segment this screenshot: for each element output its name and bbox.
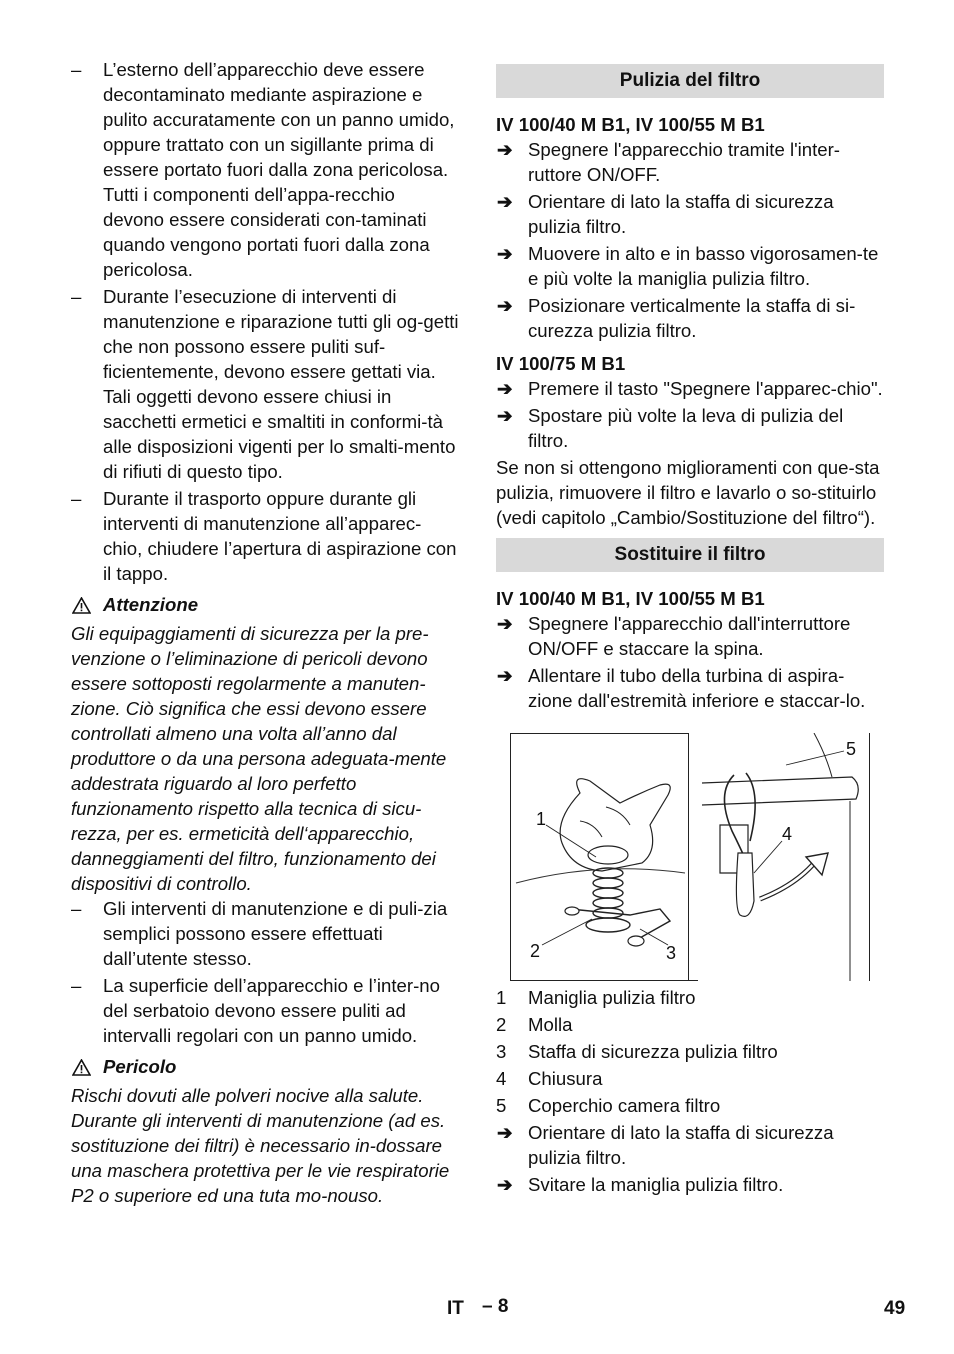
arrow-icon: ➔	[497, 243, 513, 264]
legend-item	[496, 985, 884, 1010]
model-subheading: IV 100/75 M B1	[496, 353, 626, 374]
step-text: Svitare la maniglia pulizia filtro.	[528, 1174, 784, 1195]
legend-text: Staffa di sicurezza pulizia filtro	[528, 1041, 778, 1062]
warning-triangle-icon	[72, 1057, 91, 1082]
dash-marker: –	[71, 898, 82, 919]
dash-item	[71, 486, 459, 586]
callout-5: 5	[846, 739, 857, 759]
legend-text: Coperchio camera filtro	[528, 1095, 721, 1116]
step-item	[496, 1120, 884, 1170]
model-subheading: IV 100/40 M B1, IV 100/55 M B1	[496, 114, 765, 135]
arrow-icon: ➔	[497, 139, 513, 160]
step-item	[496, 1172, 884, 1197]
attention-text: Gli equipaggiamenti di sicurezza per la pre-venzione o l’eliminazione di pericoli devono essere sottoposti regolarmente a manuten-zione. Ciò significa che essi devono essere controllati almeno una volta all’anno dal produttore o da una persona adeguata-mente addestrata riguardo al loro perfetto funzionamento rispetto alla tecnica di sicu-rezza, per es. ermeticità dell‘apparecchio, danneggiamenti del filtro, funzionamento dei dispositivi di controllo.	[71, 623, 447, 894]
step-text: Spostare più volte la leva di pulizia del filtro.	[528, 405, 844, 451]
section-heading-filter-cleaning: Pulizia del filtro	[496, 64, 884, 98]
dash-item-text: Durante il trasporto oppure durante gli interventi di manutenzione all’apparec-chio, chiudere l’apertura di aspirazione con il tappo.	[103, 488, 457, 584]
dash-item	[71, 57, 459, 282]
dash-item	[71, 896, 459, 971]
step-text: Posizionare verticalmente la staffa di si-curezza pulizia filtro.	[528, 295, 856, 341]
dash-marker: –	[71, 488, 82, 509]
section-heading-filter-replace: Sostituire il filtro	[496, 538, 884, 572]
dash-item	[71, 284, 459, 484]
arrow-icon: ➔	[497, 665, 513, 686]
warning-triangle-icon	[72, 595, 91, 620]
legend-number: 4	[496, 1068, 507, 1089]
step-item	[496, 663, 884, 713]
dash-item-text: Gli interventi di manutenzione e di puli-zia semplici possono essere effettuati dall’utente stesso.	[103, 898, 448, 969]
legend-item	[496, 1012, 884, 1037]
arrow-icon: ➔	[497, 1174, 513, 1195]
step-text: Orientare di lato la staffa di sicurezza pulizia filtro.	[528, 191, 834, 237]
legend-text: Molla	[528, 1014, 573, 1035]
attention-title: Attenzione	[103, 594, 199, 615]
attention-heading	[71, 592, 459, 617]
left-column	[71, 57, 459, 1208]
dash-item-text: La superficie dell’apparecchio e l’inter-no del serbatoio devono essere puliti ad intervalli regolari con un panno umido.	[103, 975, 440, 1046]
arrow-icon: ➔	[497, 378, 513, 399]
legend-number: 1	[496, 987, 507, 1008]
arrow-icon: ➔	[497, 295, 513, 316]
step-item	[496, 241, 884, 291]
step-text: Spegnere l'apparecchio dall'interruttore ON/OFF e staccare la spina.	[528, 613, 851, 659]
dash-marker: –	[71, 975, 82, 996]
filter-illustration	[510, 733, 870, 981]
step-text: Orientare di lato la staffa di sicurezza pulizia filtro.	[528, 1122, 834, 1168]
arrow-icon: ➔	[497, 191, 513, 212]
model-subheading: IV 100/40 M B1, IV 100/55 M B1	[496, 588, 765, 609]
callout-4: 4	[782, 824, 793, 844]
callout-3: 3	[666, 943, 677, 963]
dash-item-text: L’esterno dell’apparecchio deve essere decontaminato mediante aspirazione e pulito accuratamente con un panno umido, oppure trattato con un sigillante prima di essere portato fuori dalla zona pericolosa. Tutti i componenti dell’appa-recchio devono essere considerati con-taminati quando vengono portati fuori dalla zona pericolosa.	[103, 59, 455, 280]
legend-number: 3	[496, 1041, 507, 1062]
filter-note: Se non si ottengono miglioramenti con que-sta pulizia, rimuovere il filtro e lavarlo o so-stituirlo (vedi capitolo „Cambio/Sostituzione del filtro“).	[496, 457, 880, 528]
step-text: Allentare il tubo della turbina di aspira-zione dall'estremità inferiore e staccar-lo.	[528, 665, 866, 711]
legend-text: Chiusura	[528, 1068, 603, 1089]
dash-marker: –	[71, 286, 82, 307]
danger-title: Pericolo	[103, 1056, 177, 1077]
legend-number: 2	[496, 1014, 507, 1035]
dash-item	[71, 973, 459, 1048]
legend-item	[496, 1066, 884, 1091]
arrow-icon: ➔	[497, 613, 513, 634]
arrow-icon: ➔	[497, 405, 513, 426]
step-text: Spegnere l'apparecchio tramite l'inter-ruttore ON/OFF.	[528, 139, 840, 185]
right-column	[496, 57, 884, 1199]
step-item	[496, 611, 884, 661]
step-item	[496, 137, 884, 187]
legend-item	[496, 1093, 884, 1118]
danger-text: Rischi dovuti alle polveri nocive alla salute. Durante gli interventi di manutenzione (ad es. sostituzione dei filtri) è necessario in-dossare una maschera protettiva per le vie respiratorie P2 o superiore ed una tuta mo-nouso.	[71, 1085, 450, 1206]
arrow-icon: ➔	[497, 1122, 513, 1143]
step-item	[496, 189, 884, 239]
step-text: Premere il tasto "Spegnere l'apparec-chio".	[528, 378, 883, 399]
callout-2: 2	[530, 941, 541, 961]
legend-text: Maniglia pulizia filtro	[528, 987, 696, 1008]
legend-item	[496, 1039, 884, 1064]
page-number: 49	[884, 1298, 906, 1319]
filter-diagram	[510, 733, 870, 981]
danger-heading	[71, 1054, 459, 1079]
step-text: Muovere in alto e in basso vigorosamen-te e più volte la maniglia pulizia filtro.	[528, 243, 879, 289]
step-item	[496, 376, 884, 401]
legend-number: 5	[496, 1095, 507, 1116]
footer-language: IT	[447, 1298, 464, 1319]
footer-section-page: – 8	[482, 1296, 509, 1317]
step-item	[496, 403, 884, 453]
callout-1: 1	[536, 809, 547, 829]
dash-item-text: Durante l’esecuzione di interventi di manutenzione e riparazione tutti gli og-getti che non possono essere puliti suf-ficientemente, devono essere gettati via. Tali oggetti devono essere chiusi in sacchetti ermetici e smaltiti in conformi-tà alle disposizioni vigenti per lo smalti-mento di rifiuti di questo tipo.	[103, 286, 459, 482]
dash-marker: –	[71, 59, 82, 80]
step-item	[496, 293, 884, 343]
